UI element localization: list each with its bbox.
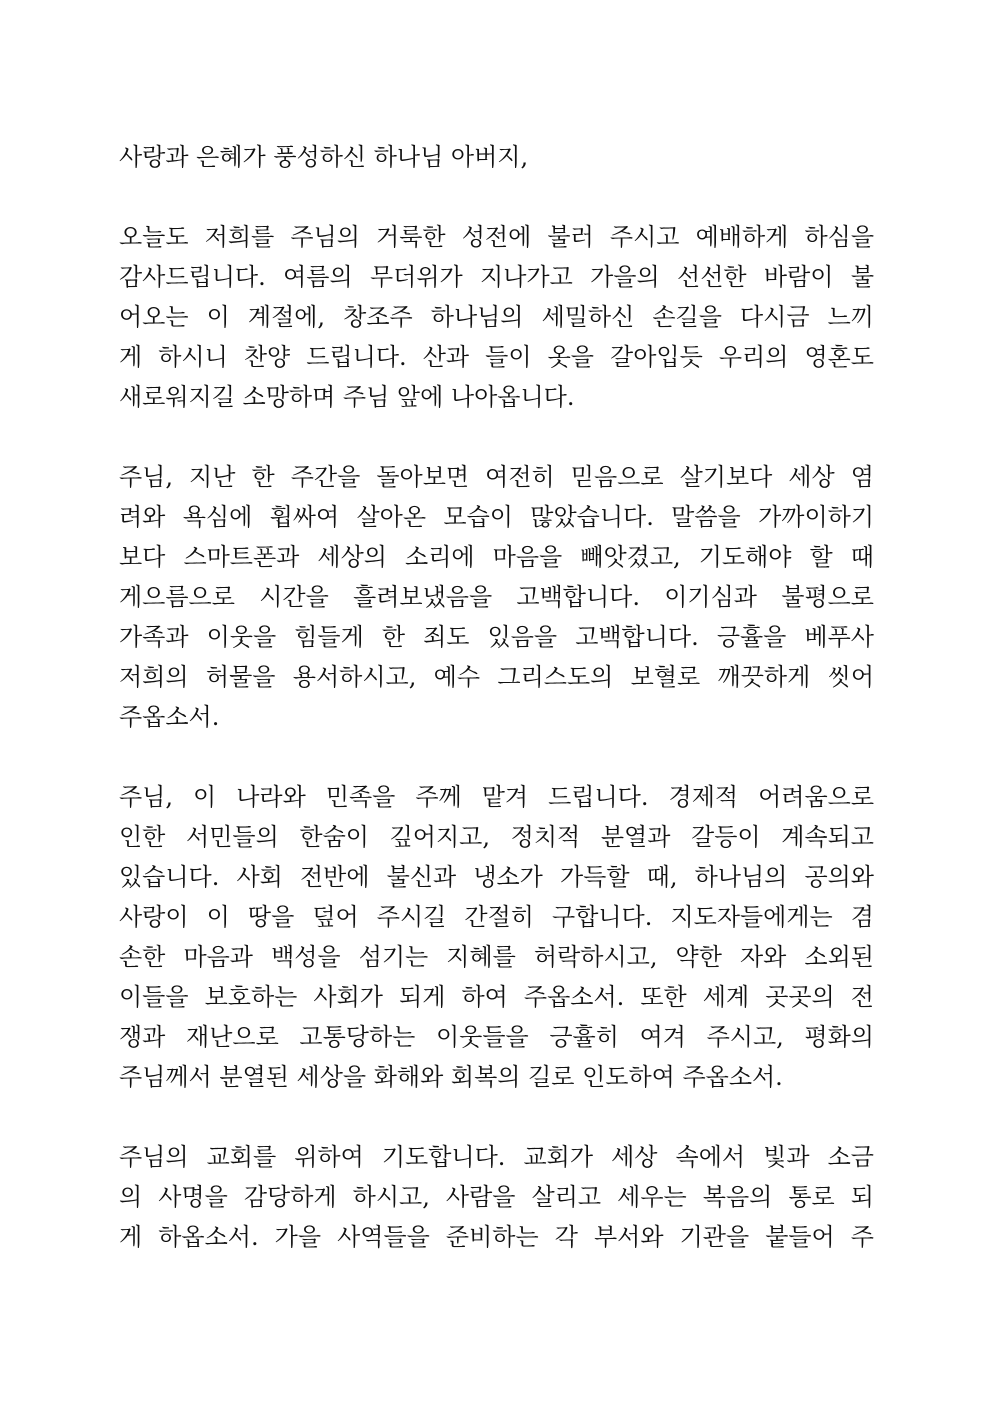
prayer-text [119,137,874,1297]
text-line: 감사드립니다. 여름의 무더위가 지나가고 가을의 선선한 바람이 불 [119,263,874,291]
text-line: 이들을 보호하는 사회가 되게 하여 주옵소서. 또한 세계 곳곳의 전 [119,983,874,1011]
text-line: 게으름으로 시간을 흘려보냈음을 고백합니다. 이기심과 불평으로 [119,583,874,611]
text-line: 게 하시니 찬양 드립니다. 산과 들이 옷을 갈아입듯 우리의 영혼도 [119,343,874,371]
text-line: 의 사명을 감당하게 하시고, 사람을 살리고 세우는 복음의 통로 되 [119,1183,874,1211]
text-line: 어오는 이 계절에, 창조주 하나님의 세밀하신 손길을 다시금 느끼 [119,303,874,331]
text-line: 손한 마음과 백성을 섬기는 지혜를 허락하시고, 약한 자와 소외된 [119,943,874,971]
paragraph-thanksgiving [119,217,874,417]
text-line: 저희의 허물을 용서하시고, 예수 그리스도의 보혈로 깨끗하게 씻어 [119,663,874,691]
paragraph-nation [119,777,874,1097]
text-line: 게 하옵소서. 가을 사역들을 준비하는 각 부서와 기관을 붙들어 주 [119,1223,874,1251]
text-line: 주님의 교회를 위하여 기도합니다. 교회가 세상 속에서 빛과 소금 [119,1143,874,1171]
text-line: 주님, 이 나라와 민족을 주께 맡겨 드립니다. 경제적 어려움으로 [119,783,874,811]
text-line: 있습니다. 사회 전반에 불신과 냉소가 가득할 때, 하나님의 공의와 [119,863,874,891]
paragraph-opening [119,137,874,177]
text-line: 주님, 지난 한 주간을 돌아보면 여전히 믿음으로 살기보다 세상 염 [119,463,874,491]
text-line: 려와 욕심에 휩싸여 살아온 모습이 많았습니다. 말씀을 가까이하기 [119,503,874,531]
text-line: 새로워지길 소망하며 주님 앞에 나아옵니다. [119,383,575,411]
text-line: 쟁과 재난으로 고통당하는 이웃들을 긍휼히 여겨 주시고, 평화의 [119,1023,874,1051]
text-line: 보다 스마트폰과 세상의 소리에 마음을 빼앗겼고, 기도해야 할 때 [119,543,874,571]
text-line: 주옵소서. [119,703,220,731]
text-line: 오늘도 저희를 주님의 거룩한 성전에 불러 주시고 예배하게 하심을 [119,223,874,251]
paragraph-confession [119,457,874,737]
paragraph-church [119,1137,874,1257]
text-line: 주님께서 분열된 세상을 화해와 회복의 길로 인도하여 주옵소서. [119,1063,783,1091]
text-line: 사랑과 은혜가 풍성하신 하나님 아버지, [119,143,529,171]
text-line: 사랑이 이 땅을 덮어 주시길 간절히 구합니다. 지도자들에게는 겸 [119,903,874,931]
text-line: 인한 서민들의 한숨이 깊어지고, 정치적 분열과 갈등이 계속되고 [119,823,874,851]
text-line: 가족과 이웃을 힘들게 한 죄도 있음을 고백합니다. 긍휼을 베푸사 [119,623,874,651]
